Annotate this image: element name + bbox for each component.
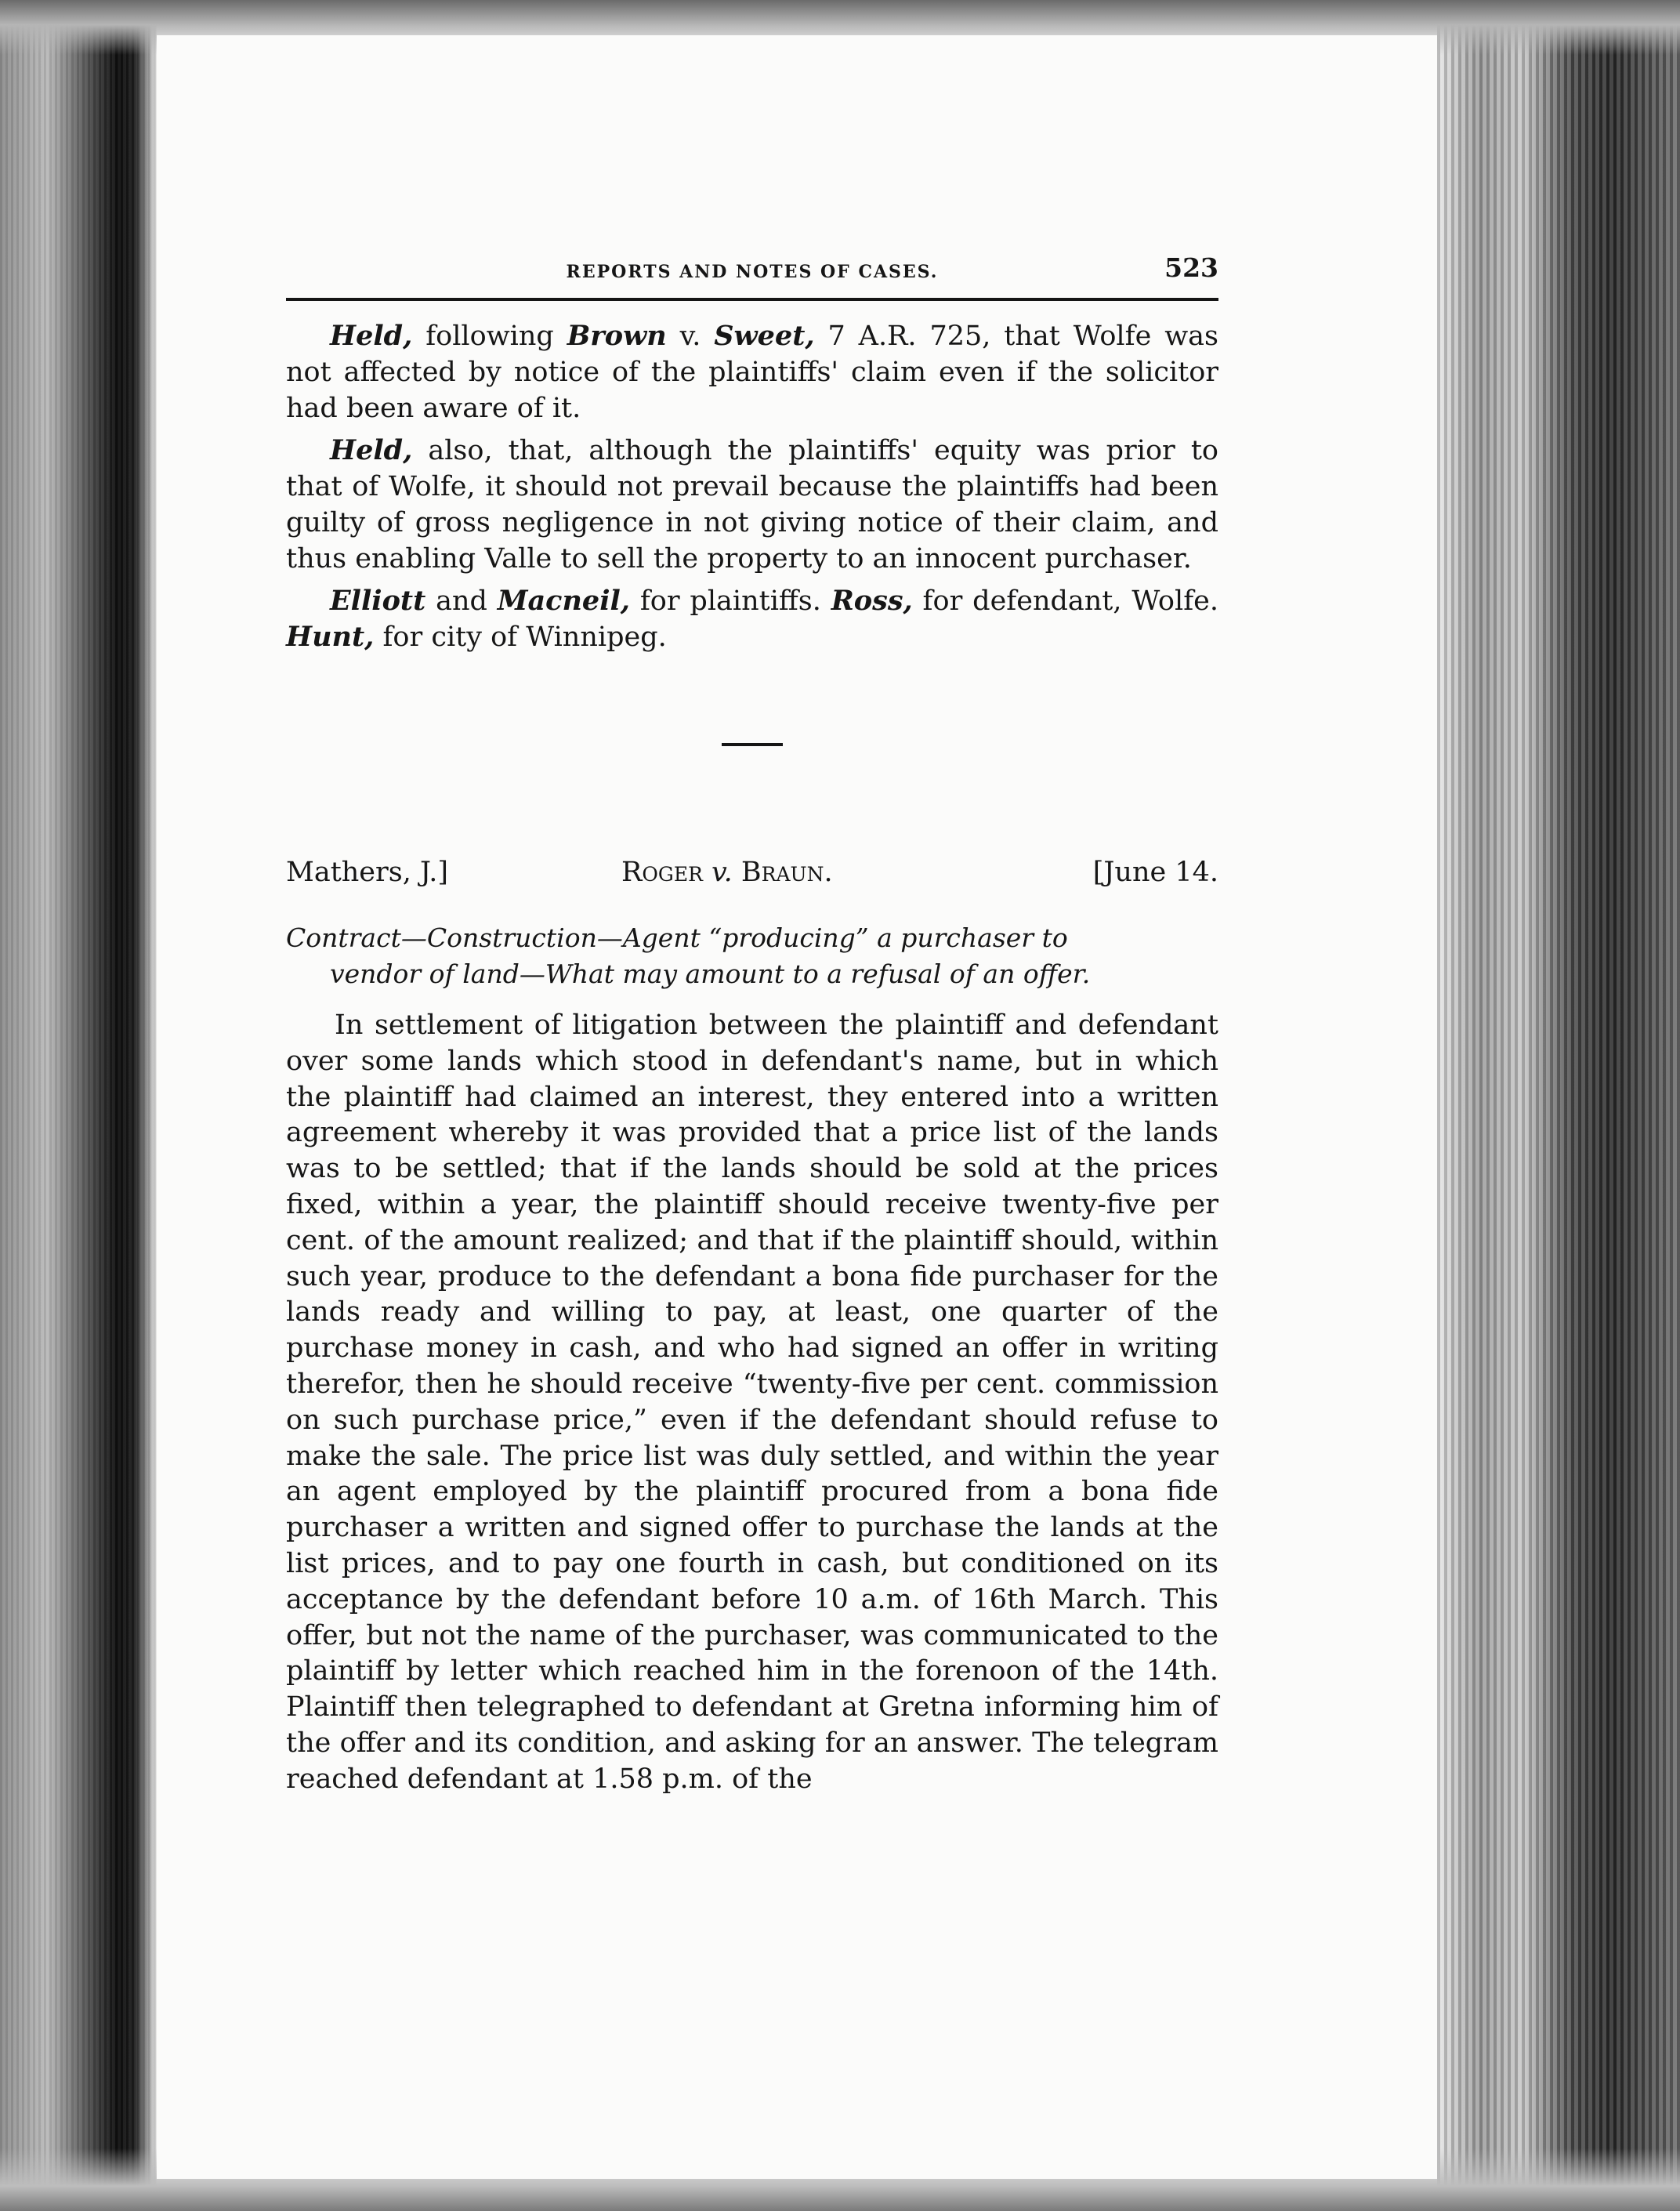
running-title: REPORTS AND NOTES OF CASES. (566, 262, 939, 282)
case-header (286, 854, 1218, 901)
counsel-text-1: and (425, 585, 498, 617)
para1-text-2: v. (666, 321, 715, 352)
counsel-name-4: Hunt, (286, 621, 375, 653)
para1-text-1: following (412, 321, 567, 352)
case-title (621, 854, 833, 890)
counsel-paragraph (286, 583, 1218, 655)
case-versus: v. (702, 857, 741, 888)
held-label: Held, (330, 320, 413, 352)
para2-text: also, that, although the plaintiffs' equity was prior to that of Wolfe, it should not prevail because the plaintiffs had been guilty of gross negligence in not giving notice of their claim, and thus enabling Valle to sell the property to an innocent purchaser. (286, 435, 1218, 574)
cited-case-party-b: Sweet, (714, 320, 815, 352)
judge-name: Mathers, J.] (286, 857, 449, 888)
para1-text-3: 7 A.R. 725, that Wolfe was not affected by notice of the plaintiffs' claim even if the solicitor had been aware of it. (286, 321, 1219, 424)
counsel-name-2: Macneil, (497, 585, 630, 617)
headnote-line-1: Contract—Construction—Agent “producing” a purchaser to (286, 922, 1068, 953)
counsel-name-3: Ross, (831, 585, 913, 617)
case-party-a: Roger (621, 857, 703, 888)
page-number: 523 (1164, 252, 1218, 283)
scanner-left-edge (0, 0, 157, 2211)
counsel-text-4: for city of Winnipeg. (374, 622, 667, 653)
counsel-text-2: for plaintiffs. (629, 585, 831, 617)
held-paragraph-1 (286, 318, 1218, 426)
text-column (286, 235, 1218, 1798)
book-spine-shadow (1437, 0, 1680, 2211)
cited-case-party-a: Brown (567, 320, 667, 352)
headnote (286, 920, 1218, 992)
held-paragraph-2 (286, 433, 1218, 577)
held-label: Held, (330, 434, 413, 466)
case-date: [June 14. (1092, 857, 1218, 888)
header-rule (286, 298, 1218, 301)
running-head (286, 235, 1218, 298)
section-divider (722, 743, 783, 746)
headnote-line-2: vendor of land—What may amount to a refusal of an offer. (330, 959, 1091, 989)
counsel-text-3: for defendant, Wolfe. (912, 585, 1218, 617)
case-body-paragraph: In settlement of litigation between the plaintiff and defendant over some lands which stood in defendant's name, but in which the plaintiff had claimed an interest, they entered into a written agreement whereby it was provided that a price list of the lands was to be settled; that if the lands should be sold at the prices fixed, within a year, the plaintiff should receive twenty-five per cent. of the amount realized; and that if the plaintiff should, within such year, produce to the defendant a bona fide purchaser for the lands ready and willing to pay, at least, one quarter of the purchase money in cash, and who had signed an offer in writing therefor, then he should receive “twenty-five per cent. commission on such purchase price,” even if the defendant should refuse to make the sale. The price list was duly settled, and within the year an agent employed by the plaintiff procured from a bona fide purchaser a written and signed offer to purchase the lands at the list prices, and to pay one fourth in cash, but conditioned on its acceptance by the defendant before 10 a.m. of 16th March. This offer, but not the name of the purchaser, was communicated to the plaintiff by letter which reached him in the forenoon of the 14th. Plaintiff then telegraphed to defendant at Gretna informing him of the offer and its condition, and asking for an answer. The telegram reached defendant at 1.58 p.m. of the (286, 1009, 1218, 1795)
counsel-name-1: Elliott (330, 585, 426, 617)
case-party-b: Braun. (740, 857, 833, 888)
